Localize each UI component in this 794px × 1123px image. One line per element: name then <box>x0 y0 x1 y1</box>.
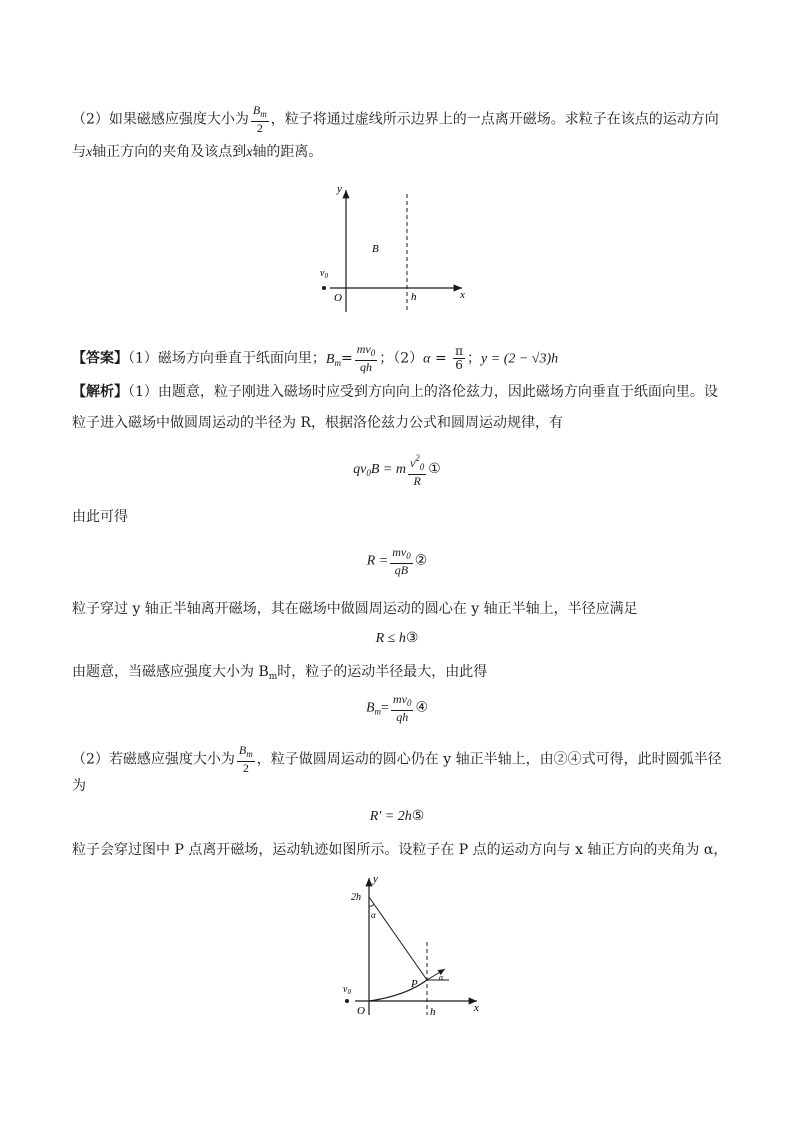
q2-l2-x: x <box>86 145 93 160</box>
answer-fraction-pi-6: $\frac{\pi}{6}$ <box>455 344 464 372</box>
fig1-particle-dot <box>322 286 326 290</box>
answer-sep: ； <box>379 350 394 367</box>
analysis-line-2: 粒子进入磁场中做圆周运动的半径为 R，根据洛伦兹力公式和圆周运动规律，有 <box>72 415 563 431</box>
fig1-label-v0: $v_0$ <box>320 268 328 280</box>
equation-4: $B_m=$ $\frac{mv_0}{qh}$ ④ <box>365 692 429 724</box>
equation-1: $qv_0B = m$ $\frac{v^2_0}{R}$ ① <box>353 453 441 488</box>
eq2-mark: ② <box>414 553 428 569</box>
fig2-label-P: P <box>411 978 418 990</box>
answer-y-expression: y = (2 − √3)h <box>481 351 559 367</box>
fig1-label-x: x <box>460 289 465 301</box>
analysis-line-4: 粒子穿过 y 轴正半轴离开磁场，其在磁场中做圆周运动的圆心在 y 轴正半轴上，半径应满足 <box>72 601 638 617</box>
fig2-label-v0: $v_0$ <box>343 984 351 996</box>
fig2-label-h: h <box>430 1006 436 1018</box>
eq5-mark: ⑤ <box>411 809 425 824</box>
equation-3: R ≤ h③ <box>375 631 419 646</box>
q2-l2-c: 轴的距离。 <box>252 144 323 160</box>
analysis-tag: 【解析】 <box>72 384 128 400</box>
frac-numerator-sub: m <box>260 109 267 119</box>
answer-fraction-mv0-qh: $\frac{mv_0}{qh}$ <box>356 342 376 374</box>
answer-part-1: （1）磁场方向垂直于纸面向里； <box>128 350 326 367</box>
analysis-line-1 <box>72 382 718 402</box>
answer-alpha: α <box>423 351 431 367</box>
fig2-label-alpha-top: α <box>371 910 376 920</box>
fig2-radius-line <box>369 897 427 980</box>
fig1-label-O: O <box>334 292 342 304</box>
analysis-l1: （1）由题意，粒子刚进入磁场时应受到方向向上的洛伦兹力，因此磁场方向垂直于纸面向里。设 <box>128 384 718 400</box>
fig1-label-y: y <box>337 183 342 195</box>
fig2-label-2h: 2h <box>351 892 361 903</box>
figure-1-diagram <box>310 180 490 315</box>
fig2-label-alpha-p: α <box>439 973 444 982</box>
analysis-line-5: 由题意，当磁感应强度大小为 $B_m$时，粒子的运动半径最大，由此得 <box>72 664 488 682</box>
answer-line: 【答案】（1）磁场方向垂直于纸面向里；$B_m=$ $\frac{mv_0}{qh}$ ；（2）α = $\frac{\pi}{6}$ ；y = (2 − √3)h <box>72 342 559 374</box>
answer-part-2: （2） <box>393 350 424 367</box>
q2-l2-x2: x <box>246 145 253 160</box>
fig2-label-y: y <box>373 873 378 885</box>
figure-2-diagram <box>335 870 485 1020</box>
analysis-line-3: 由此可得 <box>72 509 128 525</box>
analysis-line-8: 粒子会穿过图中 P 点离开磁场，运动轨迹如图所示。设粒子在 P 点的运动方向与 x 轴正方向的夹角为 α， <box>72 842 728 858</box>
fig2-trajectory-arc <box>369 980 427 1001</box>
q2-text-end: ，粒子将通过虚线所示边界上的一点离开磁场。求粒子在该点的运动方向 <box>270 111 719 128</box>
analysis-line-7: 为 <box>72 778 86 794</box>
eq4-mark: ④ <box>415 700 429 716</box>
answer-bm: $B_m$ <box>325 351 341 368</box>
answer-sep-2: ； <box>467 350 482 367</box>
answer-tag: 【答案】 <box>72 350 128 367</box>
equation-5: R′ = 2h⑤ <box>369 809 425 824</box>
fig1-label-h: h <box>411 291 417 303</box>
answer-eq: = <box>340 350 353 367</box>
q2-fraction-bm-over-2 <box>251 104 269 135</box>
eq3-mark: ③ <box>405 631 419 646</box>
frac-numerator: B <box>252 103 261 117</box>
fig1-label-B: B <box>372 243 379 255</box>
frac-denominator: 2 <box>256 121 263 135</box>
analysis-line-6: （2）若磁感应强度大小为 $\frac{B_m}{2}$ ，粒子做圆周运动的圆心仍在 y 轴正半轴上，由②④式可得，此时圆弧半径 <box>72 743 722 775</box>
fig2-particle-dot <box>345 999 349 1003</box>
equation-2: R = $\frac{mv_0}{qB}$ ② <box>366 545 428 577</box>
q2-l2-b: 轴正方向的夹角及该点到 <box>92 144 247 160</box>
q2-l2-a: 与 <box>72 144 86 160</box>
fig2-label-O: O <box>357 1005 365 1017</box>
question-2-line-1 <box>72 104 719 135</box>
q2-text-start: （2）如果磁感应强度大小为 <box>72 111 249 128</box>
question-2-line-2 <box>72 142 322 163</box>
fig2-label-x: x <box>474 1002 479 1014</box>
fig2-angle-arc-top <box>369 904 374 906</box>
eq1-mark: ① <box>428 462 441 478</box>
